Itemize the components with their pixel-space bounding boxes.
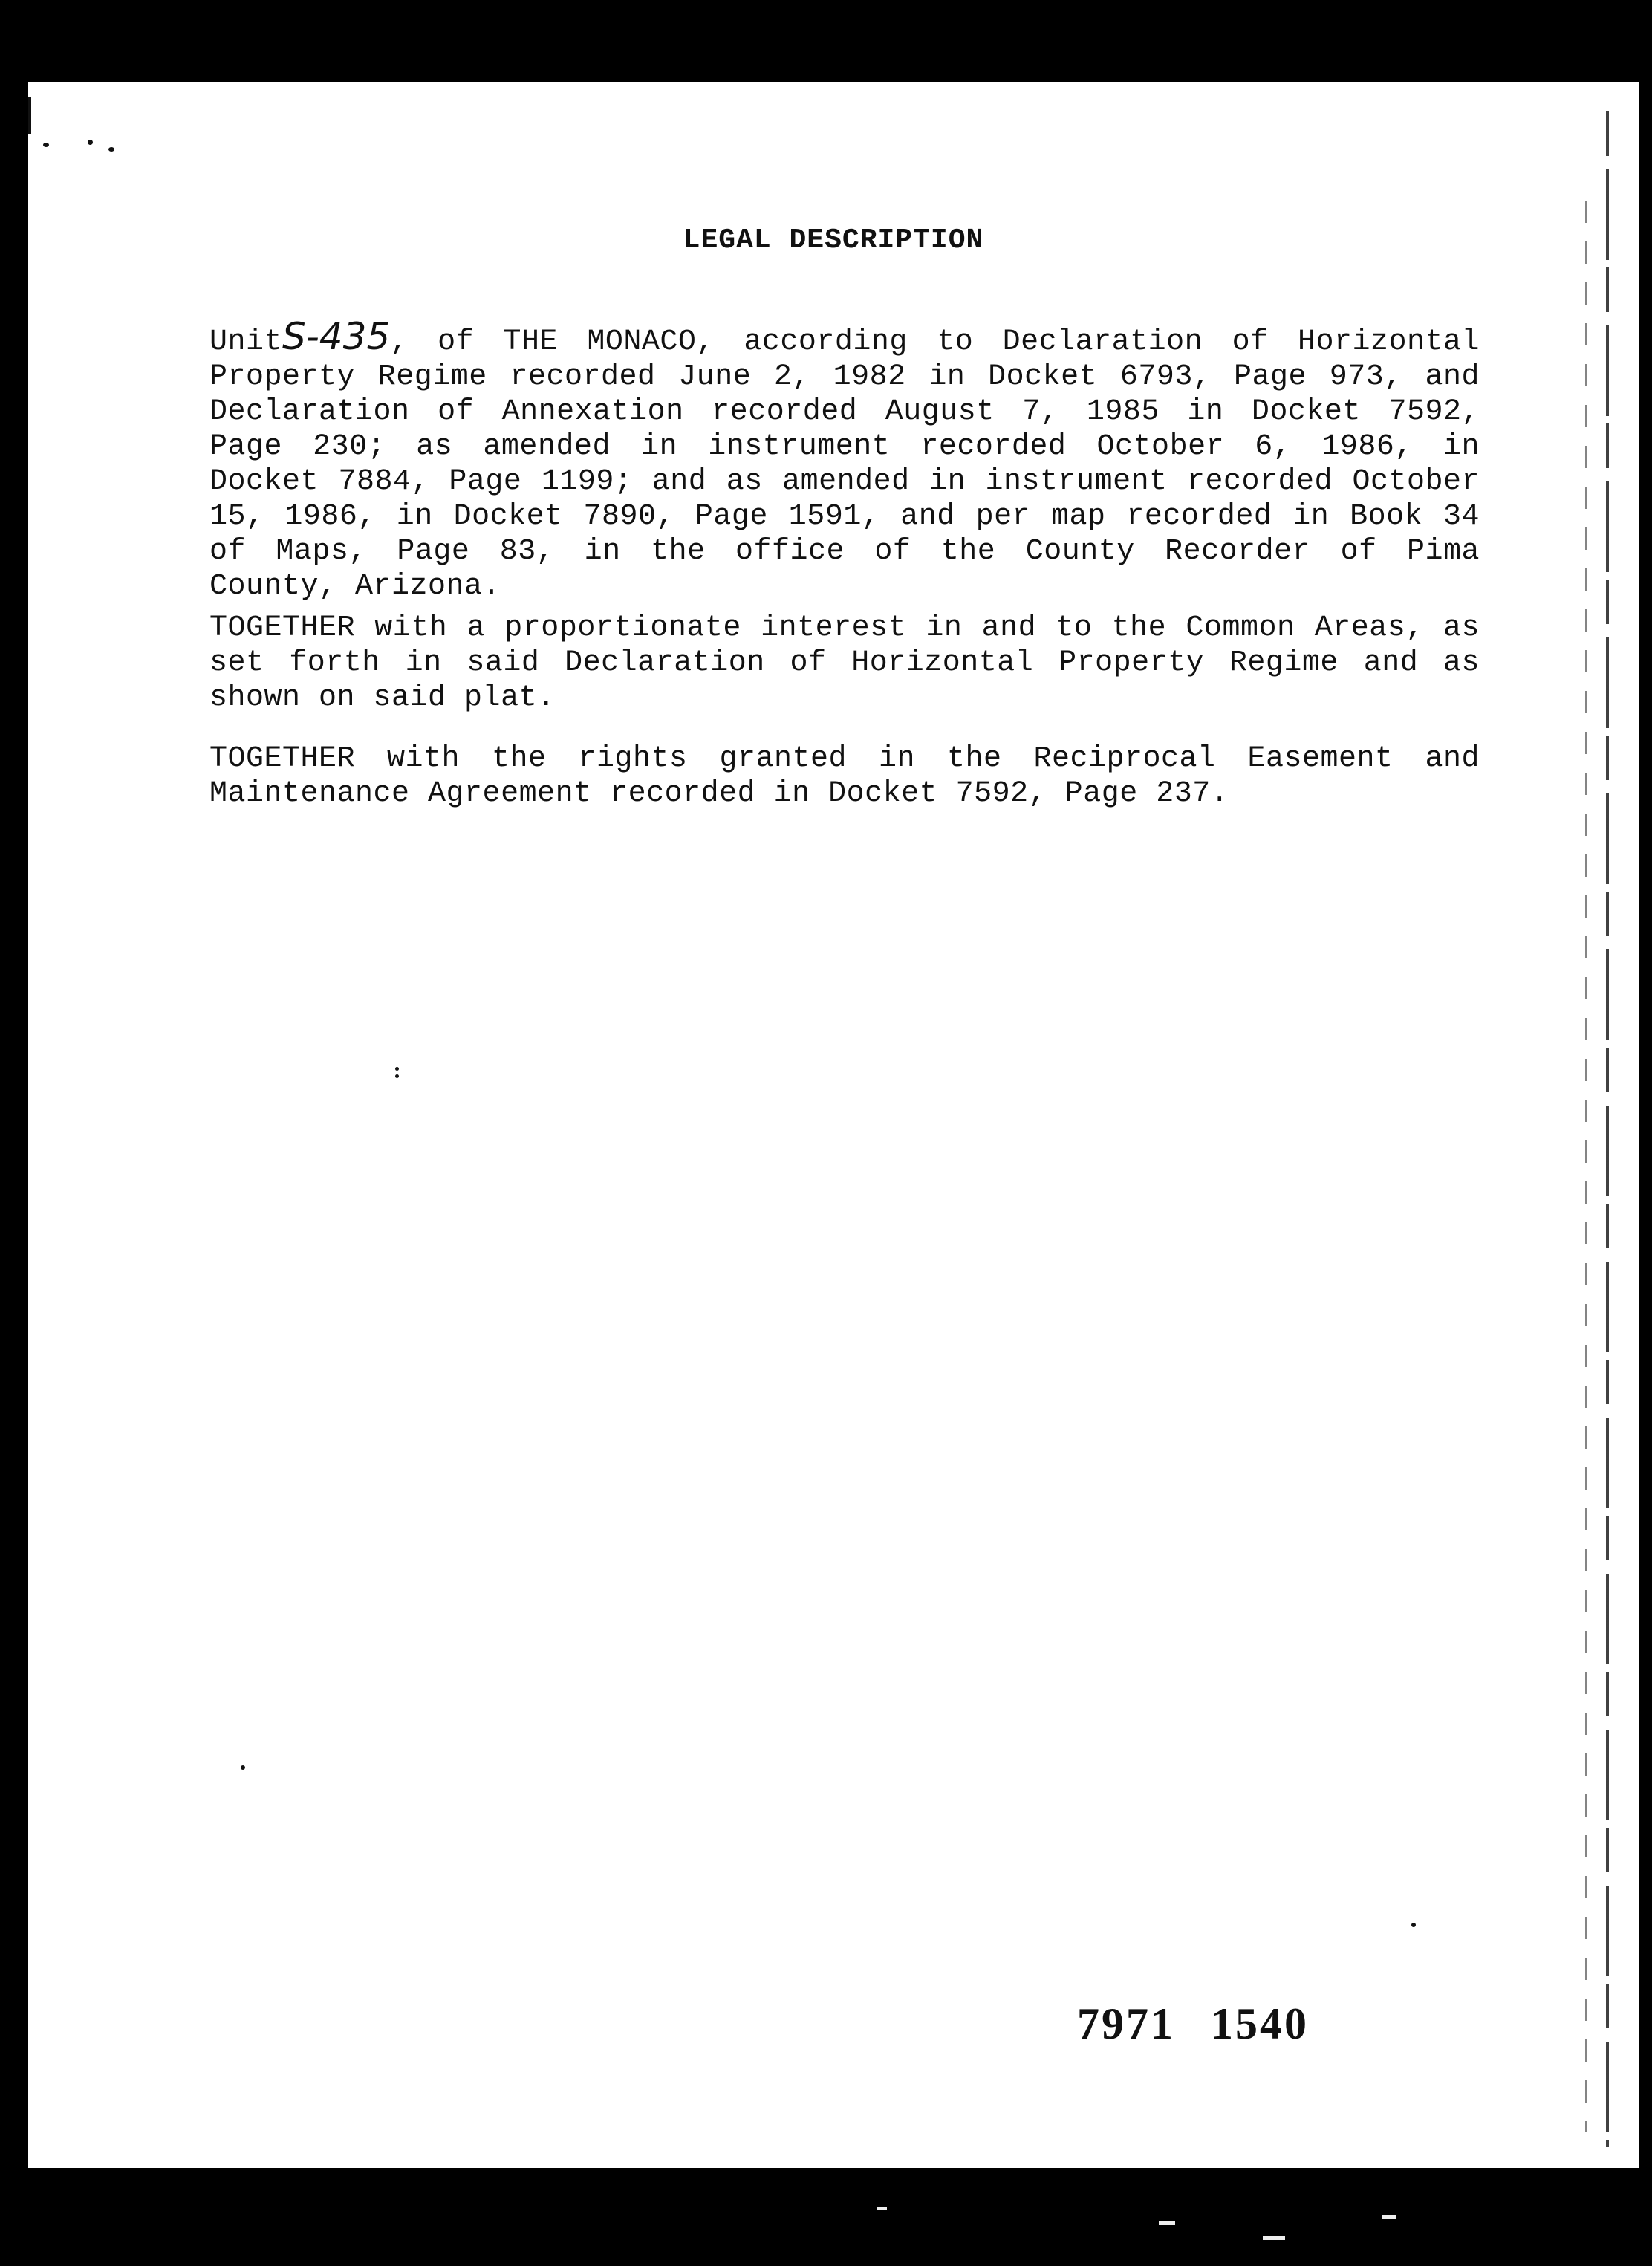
speck <box>241 1765 245 1770</box>
document-title: LEGAL DESCRIPTION <box>683 224 984 256</box>
scan-edge-right-inner <box>1585 201 1587 2132</box>
speck <box>108 147 114 152</box>
noise-dash <box>1382 2215 1396 2219</box>
scan-noise-top <box>30 6 1590 36</box>
speck <box>395 1074 399 1078</box>
noise-dash <box>1263 2236 1285 2240</box>
noise-dash <box>877 2207 887 2210</box>
document-page <box>28 82 1639 2168</box>
paragraph-1-text: , of THE MONACO, according to Declaration of Horizontal Property Regime recorded June 2, 1982 in Docket 6793, Page 973, and Declaration of Annexation recorded August 7, 1985 in Docket 7592, Page 230; as amended in instrument recorded October 6, 1986, in Docket 7884, Page 1199; and as amended in instrument recorded October 15, 1986, in Docket 7890, Page 1591, and per map recorded in Book 34 of Maps, Page 83, in the office of the County Recorder of Pima County, Arizona. <box>209 325 1480 603</box>
legal-description-paragraph-2: TOGETHER with a proportionate interest in and to the Common Areas, as set forth in said Declaration of Horizontal Property Regime and as shown on said plat. <box>209 611 1480 715</box>
docket-page-stamp: 7971 1540 <box>1077 1999 1309 2048</box>
speck <box>88 140 93 145</box>
scan-mark-left <box>28 97 31 134</box>
speck <box>43 143 49 147</box>
scan-edge-right <box>1606 111 1609 2147</box>
legal-description-paragraph-3: TOGETHER with the rights granted in the Reciprocal Easement and Maintenance Agreement recorded in Docket 7592, Page 237. <box>209 742 1480 811</box>
scan-noise-bottom <box>0 2192 1652 2266</box>
unit-prefix: Unit <box>209 325 283 359</box>
speck <box>1411 1923 1416 1927</box>
unit-number-handwritten: S-435 <box>282 315 391 358</box>
noise-dash <box>1159 2221 1175 2225</box>
speck <box>395 1067 399 1071</box>
legal-description-paragraph-1 <box>209 315 1480 604</box>
